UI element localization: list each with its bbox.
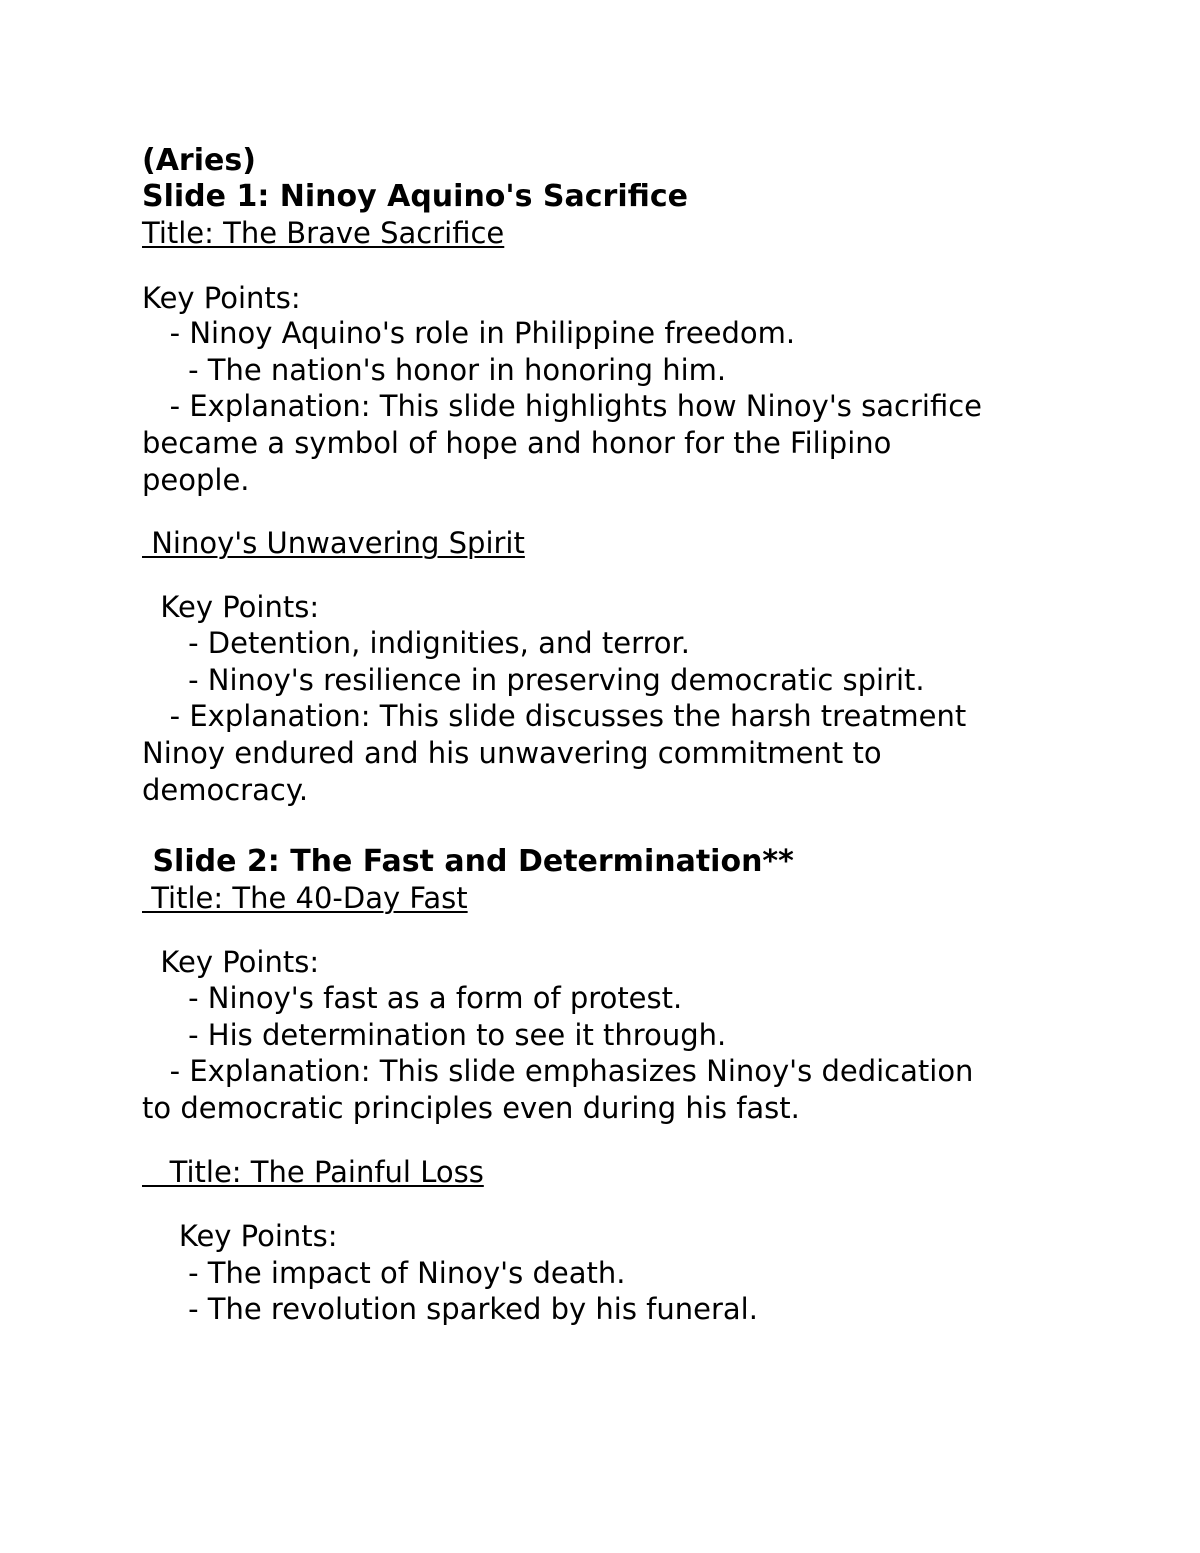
explanation-continued: became a symbol of hope and honor for the Filipino [142, 426, 892, 460]
explanation-continued: Ninoy endured and his unwavering commitment to [142, 736, 882, 770]
slide-2-title: Title: The 40-Day Fast [142, 881, 468, 915]
slide-1-heading: Slide 1: Ninoy Aquino's Sacrifice [142, 179, 688, 214]
key-point: - Detention, indignities, and terror. [142, 626, 690, 660]
slide-1-title: Title: The Brave Sacrifice [142, 216, 505, 250]
section-title: Ninoy's Unwavering Spirit [142, 526, 525, 560]
key-point: - The revolution sparked by his funeral. [142, 1292, 758, 1326]
explanation: - Explanation: This slide emphasizes Ninoy's dedication [142, 1054, 974, 1088]
key-points-label: Key Points: [142, 945, 320, 979]
key-points-label: Key Points: [142, 590, 320, 624]
key-point: - Ninoy's fast as a form of protest. [142, 981, 683, 1015]
explanation: - Explanation: This slide highlights how Ninoy's sacrifice [142, 389, 982, 423]
author-tag: (Aries) [142, 143, 256, 178]
explanation-continued: democracy. [142, 773, 309, 807]
slide-2-heading: Slide 2: The Fast and Determination** [142, 844, 794, 879]
explanation-continued: to democratic principles even during his fast. [142, 1091, 800, 1125]
key-point: - Ninoy Aquino's role in Philippine freedom. [142, 316, 796, 350]
key-point: - The nation's honor in honoring him. [142, 353, 727, 387]
key-point: - His determination to see it through. [142, 1018, 727, 1052]
key-point: - The impact of Ninoy's death. [142, 1256, 626, 1290]
key-points-label: Key Points: [142, 281, 301, 315]
key-points-label: Key Points: [142, 1219, 338, 1253]
explanation: - Explanation: This slide discusses the harsh treatment [142, 699, 967, 733]
section-title: Title: The Painful Loss [142, 1155, 484, 1189]
explanation-continued: people. [142, 463, 250, 497]
key-point: - Ninoy's resilience in preserving democratic spirit. [142, 663, 925, 697]
